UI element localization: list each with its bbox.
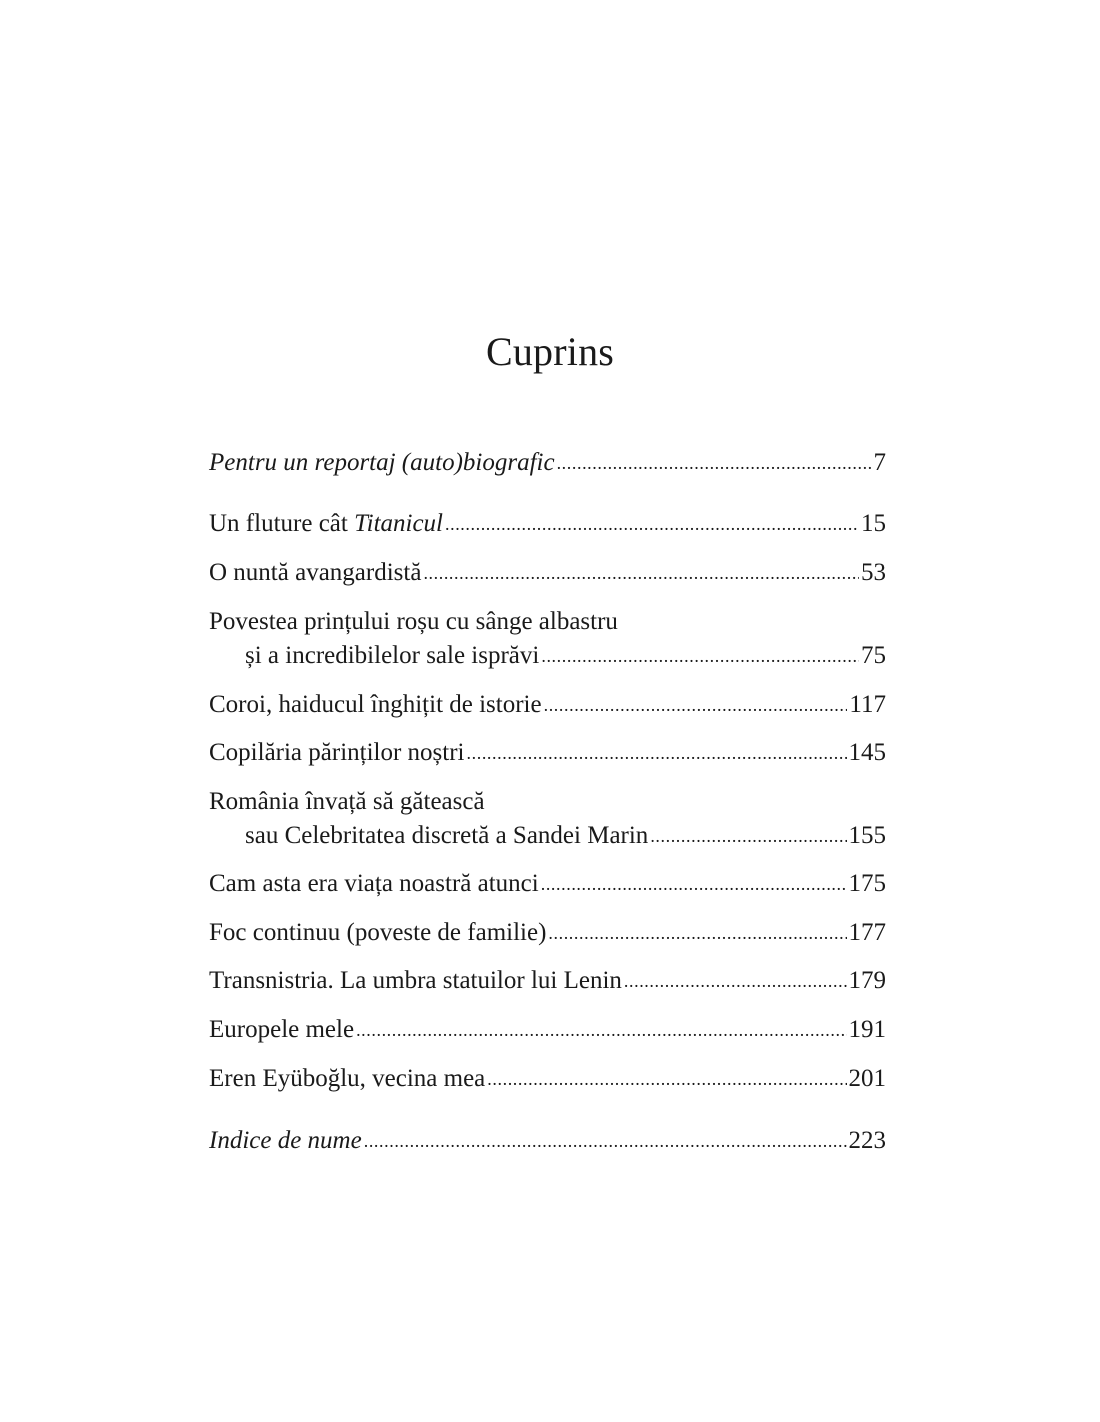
- toc-page-number: 15: [861, 510, 886, 537]
- toc-page-number: 191: [848, 1016, 886, 1043]
- toc-entry-title-roman: Un fluture cât: [209, 510, 355, 537]
- dot-leader: [445, 506, 859, 541]
- dot-leader: [364, 1123, 847, 1158]
- dot-leader: [487, 1061, 846, 1096]
- toc-page-number: 145: [848, 739, 886, 766]
- toc-entry: [209, 446, 886, 481]
- toc-page-number: 201: [848, 1065, 886, 1092]
- toc-entry: [209, 916, 886, 951]
- toc-entry: [209, 964, 886, 999]
- toc-page-number: 75: [861, 642, 886, 669]
- toc-entry-title: Povestea prințului roșu cu sânge albastru: [209, 608, 618, 635]
- dot-leader: [624, 963, 847, 998]
- toc-page-number: 7: [873, 449, 886, 476]
- toc-entry-subtitle: și a incredibilelor sale isprăvi: [245, 642, 540, 669]
- toc-page-number: 223: [848, 1127, 886, 1154]
- toc-entry-title: Cam asta era viața noastră atunci: [209, 870, 539, 897]
- toc-entry: [209, 867, 886, 902]
- dot-leader: [541, 638, 859, 673]
- dot-leader: [650, 818, 846, 853]
- toc-entry-title: Copilăria părinților noștri: [209, 739, 465, 766]
- toc-entry-subtitle: sau Celebritatea discretă a Sandei Marin: [245, 822, 649, 849]
- toc-entry: [209, 785, 886, 854]
- dot-leader: [467, 735, 847, 770]
- toc-page-number: 179: [848, 967, 886, 994]
- toc-page-number: 155: [848, 822, 886, 849]
- toc-entry: [209, 556, 886, 591]
- toc-entry-title: Eren Eyüboğlu, vecina mea: [209, 1065, 486, 1092]
- toc-entry-title: România învață să gătească: [209, 788, 485, 815]
- toc-entry-title: O nuntă avangardistă: [209, 559, 422, 586]
- toc-page-number: 53: [861, 559, 886, 586]
- toc-entry: [209, 1013, 886, 1048]
- toc-page-number: 117: [849, 691, 886, 718]
- toc-entry: [209, 605, 886, 674]
- dot-leader: [541, 866, 847, 901]
- dot-leader: [356, 1012, 846, 1047]
- toc-entry-title: Coroi, haiducul înghițit de istorie: [209, 691, 542, 718]
- toc-entry-title-italic: Titanicul: [354, 510, 443, 537]
- toc-entry: [209, 688, 886, 723]
- toc-page-number: 177: [848, 919, 886, 946]
- toc-entry-title: Pentru un reportaj (auto)biografic: [209, 449, 555, 476]
- toc-entry: [209, 1062, 886, 1097]
- dot-leader: [557, 445, 872, 480]
- page-title: Cuprins: [485, 329, 615, 374]
- toc-entry-title: [209, 507, 443, 541]
- toc-entry: [209, 507, 886, 542]
- toc-page-number: 175: [848, 870, 886, 897]
- toc-entry-title: Indice de nume: [209, 1127, 362, 1154]
- toc-entry-title: Europele mele: [209, 1016, 355, 1043]
- toc-entry-title: Transnistria. La umbra statuilor lui Lenin: [209, 967, 622, 994]
- toc-entry: [209, 736, 886, 771]
- toc-entry: [209, 1124, 886, 1159]
- toc-entry-title: Foc continuu (poveste de familie): [209, 919, 547, 946]
- dot-leader: [544, 687, 848, 722]
- dot-leader: [423, 555, 859, 590]
- dot-leader: [548, 915, 846, 950]
